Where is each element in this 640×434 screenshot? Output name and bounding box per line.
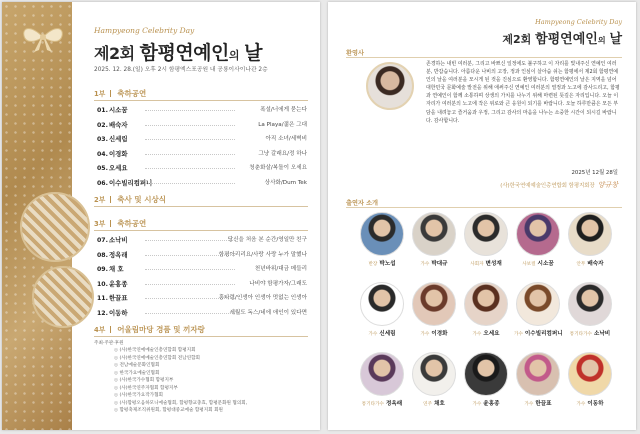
title-particle: 의 <box>228 49 240 62</box>
performer-card <box>514 212 562 267</box>
performer-card <box>358 212 406 267</box>
performer-card <box>462 282 510 337</box>
performer-name: 박대규 <box>431 261 448 267</box>
song-titles: 폭설/너에게 묻는다 <box>260 107 307 113</box>
christmas-ornament-icon <box>20 192 90 262</box>
program-row <box>97 149 307 161</box>
event-title <box>94 38 262 65</box>
section-part2-header <box>94 194 308 205</box>
section-part1-header <box>94 88 308 99</box>
divider <box>346 57 622 58</box>
dotted-leader <box>145 168 235 169</box>
divider <box>94 206 308 207</box>
performer-name: 한끌표 <box>109 294 128 303</box>
song-titles: 천년바위/대금 메들리 <box>254 266 307 273</box>
section-label: 축하공연 <box>117 89 147 98</box>
row-number: 10. <box>97 280 108 288</box>
title-prefix: 제2회 <box>94 44 135 63</box>
performer-role: 가수 <box>514 332 523 337</box>
performer-photo <box>568 282 612 326</box>
organizer-item: ◎ (사)함평오음하모니예술협회, 함평향교충효, 함평문화원 협의회, <box>114 400 247 408</box>
organizers-list <box>114 347 247 415</box>
performer-photo <box>464 212 508 256</box>
program-row <box>97 134 307 146</box>
performer-caption <box>566 329 614 337</box>
signer-title: (사)한국연예예술인총연합회 함평지회장 <box>500 183 595 189</box>
performer-caption <box>566 399 614 407</box>
performer-name: 이동하 <box>109 309 128 317</box>
performer-photo <box>412 352 456 396</box>
program-row <box>97 235 307 247</box>
row-number: 05. <box>97 165 108 173</box>
performer-name: 이경화 <box>109 149 128 158</box>
performer-caption <box>358 259 406 267</box>
performer-name: 배숙자 <box>587 261 604 267</box>
divider <box>346 207 622 208</box>
song-titles: 함평아리리요/사랑 사랑 누가 말했나 <box>218 251 307 258</box>
left-page <box>2 2 320 430</box>
dotted-leader <box>145 269 235 270</box>
performer-caption <box>514 399 562 407</box>
performer-name: 시소꿈 <box>109 106 128 114</box>
performer-photo <box>360 352 404 396</box>
performer-name: 정옥래 <box>385 401 403 407</box>
performer-photo <box>412 282 456 326</box>
title-prefix: 제2회 <box>502 33 532 46</box>
performer-caption <box>410 329 458 337</box>
performer-role: 가수 <box>472 332 482 337</box>
song-titles: 세월도 독스/네에 애인이 있다면 <box>229 310 307 316</box>
section-label: 축사 및 시상식 <box>117 195 166 204</box>
section-number: 2부 <box>94 196 106 204</box>
performer-card <box>514 352 562 407</box>
performer-caption <box>462 399 510 407</box>
program-row <box>97 163 307 175</box>
section-part4-header <box>94 324 308 335</box>
greeting-signature-line <box>500 180 618 190</box>
performer-role: 가수 <box>420 332 430 337</box>
dotted-leader <box>145 240 235 241</box>
performer-photo <box>412 212 456 256</box>
program-row <box>97 293 307 305</box>
performer-photo <box>568 352 612 396</box>
performer-photo <box>516 282 560 326</box>
program-row <box>97 178 307 190</box>
performer-photo <box>360 282 404 326</box>
song-titles: La Playa/젊은 그대 <box>258 121 307 128</box>
event-subtitle: Hampyeong Celebrity Day <box>94 26 195 35</box>
performer-role: 안무 <box>576 262 586 267</box>
performer-name: 배숙자 <box>109 120 128 129</box>
performer-name: 박노섭 <box>379 261 396 267</box>
song-titles: 상사화/Dum Tek <box>264 180 307 186</box>
song-titles: 당신을 처음 본 순간/영일만 친구 <box>227 237 307 243</box>
song-titles: 그냥 갈래요/정 하나 <box>258 150 307 157</box>
title-end: 날 <box>244 42 262 64</box>
organizer-item: ◎ (사)한국가요작가협회 <box>114 392 247 400</box>
divider <box>94 336 308 337</box>
section-part3-header <box>94 218 308 229</box>
section-number: 4부 <box>94 326 106 334</box>
performer-photo <box>516 352 560 396</box>
dotted-leader <box>145 125 235 126</box>
performer-caption <box>410 399 458 407</box>
divider <box>94 230 308 231</box>
performer-caption <box>462 329 510 337</box>
performer-name: 채 호 <box>109 265 124 274</box>
performer-name: 이수빌리컴퍼니 <box>109 179 153 187</box>
program-row <box>97 105 307 117</box>
signature: 양규창 <box>597 181 618 189</box>
performer-name: 신세림 <box>109 135 128 144</box>
performer-role: 사회자 <box>470 262 484 267</box>
performer-name: 이수빌리컴퍼니 <box>524 331 563 337</box>
organizer-item: ◎ 전남예술문화인협회 <box>114 362 247 370</box>
organizer-item: ◎ (사)한국연주자협회 함평지부 <box>114 385 247 393</box>
performer-caption <box>462 259 510 267</box>
performer-name: 시소꿈 <box>537 261 554 267</box>
performer-role: 연주 <box>423 402 433 407</box>
program-row <box>97 120 307 132</box>
organizer-item: ◎ 함평축제조직위원회, 함평대중교예술 함평지회 회원 <box>114 407 247 415</box>
dotted-leader <box>145 110 235 111</box>
song-titles: 흥타령/인생아 인생아 멋없는 인생아 <box>218 295 307 302</box>
dotted-leader <box>145 183 235 184</box>
program-row <box>97 250 307 262</box>
song-titles: 아직 소녀/세벽비 <box>265 136 307 143</box>
performer-role: 가수 <box>524 402 534 407</box>
section-number: 3부 <box>94 220 106 228</box>
performer-card <box>410 212 458 267</box>
performer-name: 채호 <box>434 401 445 407</box>
performer-card <box>410 282 458 337</box>
row-number: 09. <box>97 266 108 274</box>
performer-name: 윤홍종 <box>483 401 500 407</box>
performer-name: 소낙비 <box>593 331 611 337</box>
performer-role: 가수 <box>420 262 430 267</box>
title-particle: 의 <box>597 36 606 45</box>
performer-card <box>358 282 406 337</box>
event-subtitle: Hampyeong Celebrity Day <box>535 18 622 26</box>
performer-caption <box>514 259 562 267</box>
performer-name: 이경화 <box>431 331 448 337</box>
event-title <box>502 28 622 47</box>
performer-caption <box>566 259 614 267</box>
row-number: 02. <box>97 121 108 129</box>
performer-card <box>462 212 510 267</box>
performer-name: 변성재 <box>485 261 502 267</box>
title-end: 날 <box>609 32 622 47</box>
organizer-item: ◎ (사)한국연예예술인총연합회 전남연합회 <box>114 355 247 363</box>
ribbon-bow-icon <box>20 22 66 52</box>
greeter-photo <box>366 62 414 110</box>
performer-card <box>514 282 562 337</box>
performer-role: 사보컬 <box>522 262 536 267</box>
performer-name: 이동하 <box>587 401 604 407</box>
greeting-text: 존경하는 내빈 여러분, 그리고 바쁘신 일정에도 불구하고 이 자리를 빛내주신 연예인 여러분, 반갑습니다. 아름다운 나비의 고장, 정과 인심이 살아숨 쉬는 함평에서 제2회 함평연예인의 날을 여러분을 모시게 된 것을 진심으로 환영합니다. 함평연예인의 날은 지역을 넘어 대한민국 문화예술 발전을 위해 애써주신 연예인 여러분의 열정과 노고에 감사드리고, 함평과 연예인이 함께 소통하며 상생의 가치를 나누기 위해 마련된 뜻깊은 자리입니다. 오늘 이 자리가 여러분의 노고에 작은 위로와 큰 응원이 되기를 바랍니다. 오늘 하루만큼은 모든 부담을 내려놓고 즐거움과 우정, 그리고 감사의 마음을 나누는 소중한 시간이 되시길 바랍니다. 감사합니다. <box>426 61 620 124</box>
performer-caption <box>514 329 562 337</box>
performer-card <box>566 282 614 337</box>
program-row <box>97 279 307 291</box>
performer-caption <box>410 259 458 267</box>
performer-name: 오세요 <box>483 331 500 337</box>
row-number: 01. <box>97 107 108 114</box>
dotted-leader <box>145 154 235 155</box>
organizer-item: ◎ (사)한국연예예술인총연합회 함평지회 <box>114 347 247 355</box>
section-label: 어울림마당 경품 및 끼자랑 <box>117 325 205 334</box>
performer-role: 가수 <box>576 402 586 407</box>
program-row <box>97 308 307 320</box>
dotted-leader <box>145 284 235 285</box>
performer-card <box>462 352 510 407</box>
performers-label: 출연자 소개 <box>346 200 379 207</box>
section-number: 1부 <box>94 90 106 98</box>
performer-photo <box>568 212 612 256</box>
divider <box>94 100 308 101</box>
dotted-leader <box>145 313 235 314</box>
christmas-ornament-icon <box>32 266 94 328</box>
performer-caption <box>358 329 406 337</box>
song-titles: 청춘화살/복돌이 오세요 <box>249 165 307 172</box>
title-main: 함평연예인 <box>139 42 229 64</box>
performer-photo <box>360 212 404 256</box>
performer-card <box>410 352 458 407</box>
organizer-item: ◎ 한국가요예술인협회 <box>114 370 247 378</box>
row-number: 04. <box>97 150 108 158</box>
song-titles: 나비야 함평가자/그래도 <box>249 280 307 287</box>
event-date-venue: 2025. 12. 28.(일) 오후 2시 함평엑스포공원 내 공룡이사이나관 2층 <box>94 67 268 73</box>
performer-name: 오세요 <box>109 164 128 173</box>
row-number: 07. <box>97 237 108 244</box>
performer-role: 반장 <box>368 262 378 267</box>
right-page <box>328 2 636 430</box>
dotted-leader <box>145 139 235 140</box>
row-number: 03. <box>97 136 108 144</box>
performer-photo <box>464 282 508 326</box>
row-number: 06. <box>97 180 108 187</box>
row-number: 11. <box>97 295 108 303</box>
performer-photo <box>464 352 508 396</box>
performer-role: 통기타가수 <box>361 402 384 407</box>
performer-role: 통기타가수 <box>569 332 592 337</box>
row-number: 08. <box>97 251 108 259</box>
performer-role: 가수 <box>472 402 482 407</box>
performer-name: 한끌표 <box>535 401 552 407</box>
performer-caption <box>358 399 406 407</box>
greeting-label: 환영사 <box>346 50 364 57</box>
row-number: 12. <box>97 310 108 317</box>
performer-photo <box>516 212 560 256</box>
organizers-label: 주최·주관·후원 <box>94 341 124 346</box>
performer-name: 신세림 <box>379 331 396 337</box>
section-label: 축하공연 <box>117 219 147 228</box>
greeting-date: 2025년 12월 28일 <box>571 170 618 176</box>
program-row <box>97 264 307 276</box>
performer-card <box>358 352 406 407</box>
performer-name: 정옥래 <box>109 250 128 259</box>
performer-card <box>566 212 614 267</box>
performer-card <box>566 352 614 407</box>
performer-name: 윤홍종 <box>109 279 128 288</box>
title-main: 함평연예인 <box>535 32 598 47</box>
performer-name: 소낙비 <box>109 236 128 244</box>
performer-role: 가수 <box>368 332 378 337</box>
organizer-item: ◎ (사)한국가수협회 함평지부 <box>114 377 247 385</box>
